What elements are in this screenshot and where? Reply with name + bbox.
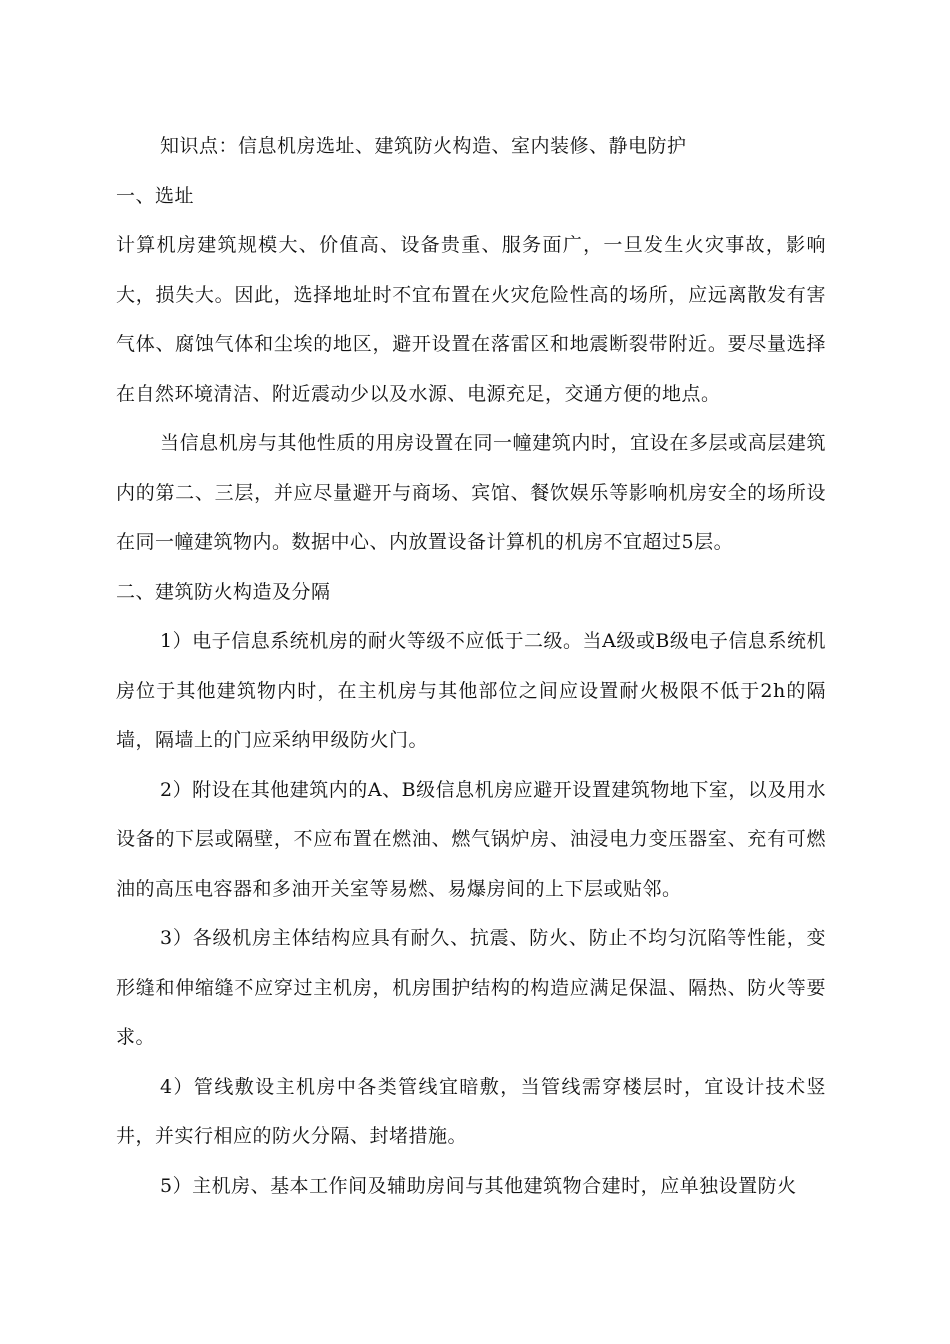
list-item-5: 5）主机房、基本工作间及辅助房间与其他建筑物合建时，应单独设置防火 [160,1174,797,1197]
paragraph-site-selection-1: 计算机房建筑规模大、价值高、设备贵重、服务面广，一旦发生火灾事故，影响大，损失大。因此，选择地址时不宜布置在火灾危险性高的场所，应远离散发有害气体、腐蚀气体和尘埃的地区，避开设置在落雷区和地震断裂带附近。要尽量选择在自然环境清洁、附近震动少以及水源、电源充足，交通方便的地点。 [116,234,826,405]
paragraph-site-selection-2: 当信息机房与其他性质的用房设置在同一幢建筑内时，宜设在多层或高层建筑内的第二、三层，并应尽量避开与商场、宾馆、餐饮娱乐等影响机房安全的场所设在同一幢建筑物内。数据中心、内放置设备计算机的机房不宜超过5层。 [116,432,826,553]
document-body [116,122,826,1211]
list-item-1: 1）电子信息系统机房的耐火等级不应低于二级。当A级或B级电子信息系统机房位于其他建筑物内时，在主机房与其他部位之间应设置耐火极限不低于2h的隔墙，隔墙上的门应采纳甲级防火门。 [116,630,826,751]
list-item-2: 2）附设在其他建筑内的A、B级信息机房应避开设置建筑物地下室，以及用水设备的下层或隔壁，不应布置在燃油、燃气锅炉房、油浸电力变压器室、充有可燃油的高压电容器和多油开关室等易燃、易爆房间的上下层或贴邻。 [116,778,826,900]
knowledge-points: 知识点：信息机房选址、建筑防火构造、室内装修、静电防护 [160,135,687,157]
list-item-4: 4）管线敷设主机房中各类管线宜暗敷，当管线需穿楼层时，宜设计技术竖井，并实行相应的防火分隔、封堵措施。 [116,1075,826,1147]
section-heading-fire-construction: 二、建筑防火构造及分隔 [116,580,331,603]
section-heading-site-selection: 一、选址 [116,184,195,207]
list-item-3: 3）各级机房主体结构应具有耐久、抗震、防火、防止不均匀沉陷等性能，变形缝和伸缩缝不应穿过主机房，机房围护结构的构造应满足保温、隔热、防火等要求。 [116,927,826,1048]
